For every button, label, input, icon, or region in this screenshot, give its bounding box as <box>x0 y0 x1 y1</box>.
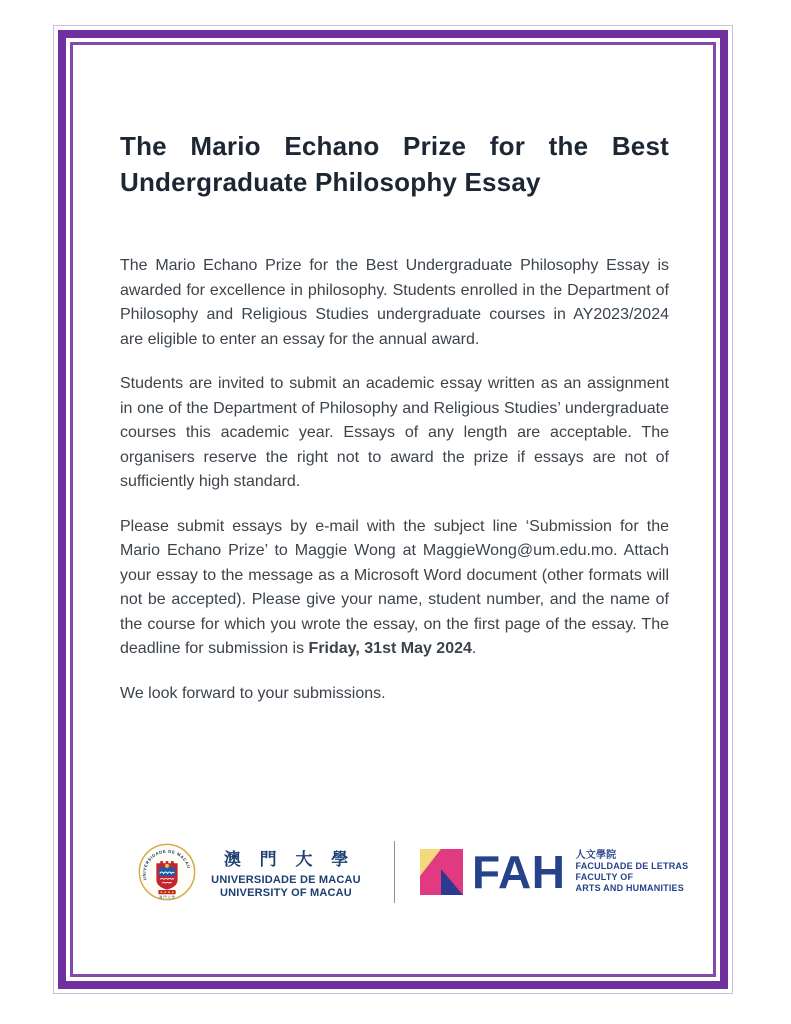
fah-name-english-line2: ARTS AND HUMANITIES <box>575 883 684 893</box>
body-paragraph-3 <box>120 515 669 662</box>
body-paragraph-1: The Mario Echano Prize for the Best Undergraduate Philosophy Essay is awarded for excellence in philosophy. Students enrolled in the Department of Philosophy and Religious Studies undergraduate courses in AY2023/2024 are eligible to enter an essay for the annual award. <box>120 257 669 348</box>
deadline-text: Friday, 31st May 2024 <box>308 640 472 657</box>
logo-divider <box>394 841 395 903</box>
body-paragraph-4: We look forward to your submissions. <box>120 684 386 702</box>
fah-logo-text <box>576 850 689 894</box>
fah-logo <box>420 846 689 898</box>
fah-name-english-line1: FACULTY OF <box>575 872 634 882</box>
um-logo-text <box>205 845 367 899</box>
fah-name-portuguese: FACULDADE DE LETRAS <box>575 861 689 871</box>
fah-mark-icon <box>420 849 463 895</box>
um-chinese-name: 澳 門 大 學 <box>223 850 356 869</box>
document-title-text: The Mario Echano Prize for the Best Undergraduate Philosophy Essay <box>120 131 669 197</box>
um-name-portuguese: UNIVERSIDADE DE MACAU <box>211 874 361 886</box>
fah-acronym: FAH <box>472 846 566 898</box>
um-seal-ring-text: UNIVERSIDADE DE MACAU <box>141 848 192 881</box>
um-seal-bottom-text: 澳 門 大 學 <box>159 895 175 900</box>
um-name-english: UNIVERSITY OF MACAU <box>220 887 352 899</box>
paragraph-3-text: Please submit essays by e-mail with the subject line ‘Submission for the Mario Echano Prize’ to Maggie Wong at MaggieWong@um.edu.mo. Attach your essay to the message as a Microsoft Word document (other formats will not be accepted). Please give your name, student number, and the name of the course for which you wrote the essay, on the first page of the essay. The deadline for submission is <box>120 517 669 657</box>
document-title <box>120 128 669 200</box>
paragraph-3-period: . <box>471 640 477 657</box>
body-paragraph-2: Students are invited to submit an academic essay written as an assignment in one of the Department of Philosophy and Religious Studies’ undergraduate courses this academic year. Essays of any length are acceptable. The organisers reserve the right not to award the prize if essays are not of sufficiently high standard. <box>120 375 669 490</box>
um-seal-icon <box>138 843 196 901</box>
document-content <box>120 128 669 726</box>
footer-logos <box>138 834 688 910</box>
university-of-macau-logo <box>138 843 367 901</box>
fah-chinese-name: 人文學院 <box>575 850 617 861</box>
